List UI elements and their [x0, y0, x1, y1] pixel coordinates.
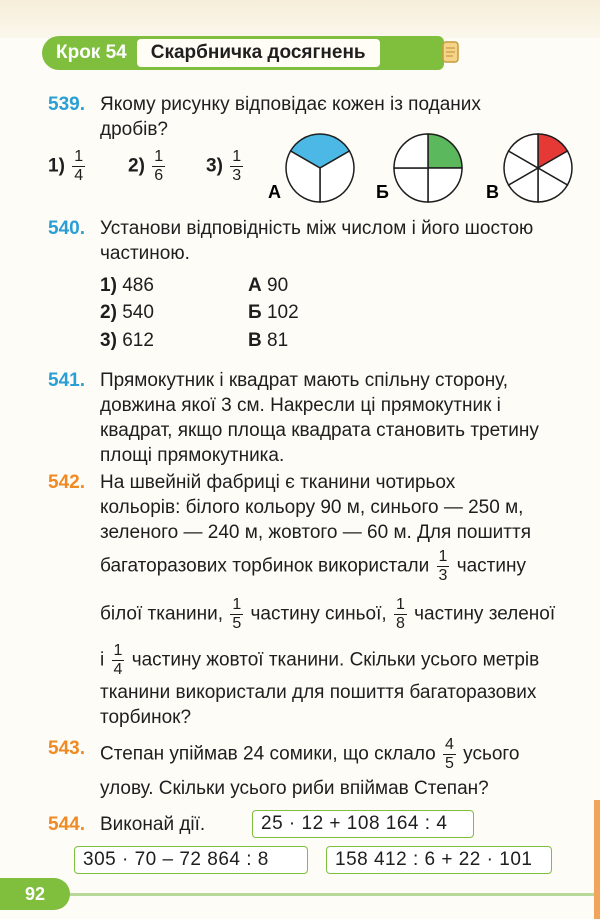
bottom-divider: [0, 893, 600, 896]
task-543: [48, 736, 586, 798]
section-header: [42, 36, 444, 70]
task-text-line: Установи відповідність між числом і його шостою: [100, 218, 534, 239]
fraction: $\frac{1}{3}$: [438, 548, 448, 584]
task-text-line: Прямокутник і квадрат мають спільну сторону,: [100, 370, 509, 391]
task-542: [48, 470, 586, 730]
circle-sector: [428, 134, 462, 168]
task-number: 539.: [48, 94, 85, 115]
expression-box-1: 25 · 12 + 108 164 : 4: [252, 810, 474, 838]
decorative-top-band: [0, 0, 600, 38]
task-text-line: дробів?: [100, 119, 168, 140]
fraction: $\frac{1}{5}$: [232, 596, 242, 632]
circle-sector: [428, 168, 462, 202]
task-text-line: частиною.: [100, 243, 190, 264]
page-number: 92: [0, 878, 70, 910]
task-text-line: квадрат, якщо площа квадрата становить третину: [100, 420, 539, 441]
circle-sector: [394, 134, 428, 168]
task-text-line: На швейній фабриці є тканини чотирьох: [100, 472, 456, 493]
circle-label: Б: [376, 182, 389, 202]
circle-figure-a: [262, 132, 362, 204]
fraction-option-2: 2) $\frac{1}{6}$: [128, 148, 164, 184]
task-number: 540.: [48, 218, 85, 239]
circle-sector: [394, 168, 428, 202]
task-540: [48, 216, 586, 276]
task-number: 542.: [48, 472, 85, 493]
answer-option-c: В 81: [248, 330, 289, 351]
decorative-strip: [594, 800, 600, 919]
task-541: [48, 368, 586, 468]
task-text-line: і $\frac{1}{4}$ частину жовтої тканини. Скільки усього метрів: [100, 642, 540, 678]
number-option-1: 1) 486: [100, 275, 154, 296]
circle-label: А: [268, 182, 281, 202]
task-text-line: зеленого — 240 м, жовтого — 60 м. Для пошиття: [100, 522, 531, 543]
expression-box-2: 305 · 70 – 72 864 : 8: [74, 846, 308, 874]
task-number: 541.: [48, 370, 85, 391]
step-label: Крок 54: [56, 42, 127, 63]
fraction: $\frac{1}{4}$: [74, 148, 84, 184]
fraction-option-3: 3) $\frac{1}{3}$: [206, 148, 242, 184]
task-text-line: тканини використали для пошиття багаторазових: [100, 682, 537, 703]
number-option-3: 3) 612: [100, 330, 154, 351]
task-text-line: кольорів: білого кольору 90 м, синього — 250 м,: [100, 497, 524, 518]
fraction-option-1: 1) $\frac{1}{4}$: [48, 148, 84, 184]
task-number: 543.: [48, 738, 85, 759]
task-text-line: довжина якої 3 см. Накресли ці прямокутник і: [100, 395, 501, 416]
task-text-line: білої тканини, $\frac{1}{5}$ частину синьої, $\frac{1}{8}$ частину зеленої: [100, 596, 556, 632]
task-text-line: улову. Скільки усього риби впіймав Степан?: [100, 778, 489, 799]
answer-option-b: Б 102: [248, 302, 299, 323]
scroll-icon: [440, 38, 462, 66]
expression-box-3: 158 412 : 6 + 22 · 101: [326, 846, 552, 874]
fraction: $\frac{4}{5}$: [444, 736, 454, 772]
circle-figure-b: [370, 132, 470, 204]
task-text-line: площі прямокутника.: [100, 445, 285, 466]
section-title: Скарбничка досягнень: [137, 39, 380, 67]
task-number: 544.: [48, 814, 85, 835]
task-text-line: Виконай дії.: [100, 814, 206, 835]
fraction: $\frac{1}{3}$: [232, 148, 242, 184]
circle-figure-c: [480, 132, 580, 204]
number-option-2: 2) 540: [100, 302, 154, 323]
fraction: $\frac{1}{8}$: [395, 596, 405, 632]
task-text-line: багаторазових торбинок використали $\frac{1}{3}$ частину: [100, 548, 526, 584]
circle-label: В: [486, 182, 499, 202]
task-text-line: торбинок?: [100, 707, 192, 728]
answer-option-a: А 90: [248, 275, 289, 296]
task-text-line: Степан упіймав 24 сомики, що склало $\frac{4}{5}$ усього: [100, 736, 520, 772]
fraction: $\frac{1}{4}$: [113, 642, 123, 678]
fraction: $\frac{1}{6}$: [154, 148, 164, 184]
task-text-line: Якому рисунку відповідає кожен із поданих: [100, 94, 481, 115]
